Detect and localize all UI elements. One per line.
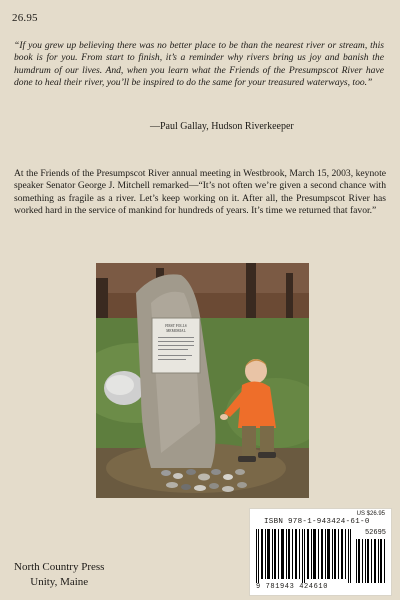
price-bars bbox=[356, 539, 386, 583]
isbn-number: ISBN 978-1-943424-61-0 bbox=[264, 518, 370, 526]
endorsement-quote: “If you grew up believing there was no better place to be than the nearest river or stream, this book is for you. From start to finish, it’s a reminder why rivers bring us joy and banish the humdrum of our lives. And, when you learn what the Friends of the Presumpscot River have done to heal their river, you’ll be inspired to do the same for your treasured waterways, too.” bbox=[14, 40, 384, 89]
barcode-digits: 9 781943 424610 bbox=[256, 583, 329, 591]
plaque-subtitle: MEMORIAL bbox=[166, 329, 186, 333]
publisher-block bbox=[14, 560, 104, 590]
publisher-location: Unity, Maine bbox=[30, 576, 89, 588]
barcode-bars bbox=[256, 529, 354, 583]
barcode-price-code: 52695 bbox=[364, 529, 386, 537]
isbn-barcode bbox=[249, 508, 392, 596]
memorial-photo bbox=[96, 263, 309, 498]
quote-attribution: —Paul Gallay, Hudson Riverkeeper bbox=[150, 121, 294, 132]
plaque-title: FIRST FOLLS bbox=[165, 324, 187, 328]
barcode-us-price: US $26.95 bbox=[356, 511, 385, 517]
cover-price: 26.95 bbox=[12, 12, 38, 24]
mitchell-paragraph: At the Friends of the Presumpscot River annual meeting in Westbrook, March 15, 2003, keynote speaker Senator George J. Mitchell remarked—“It’s not often we’re given a second chance with something as fragile as a river. Let’s keep working on it. After all, the Presumpscot River has worked hard in the service of mankind for hundreds of years. It’s time we returned that favor.” bbox=[14, 168, 386, 217]
publisher-name: North Country Press bbox=[14, 561, 105, 573]
memorial-photo-illustration bbox=[96, 263, 309, 498]
